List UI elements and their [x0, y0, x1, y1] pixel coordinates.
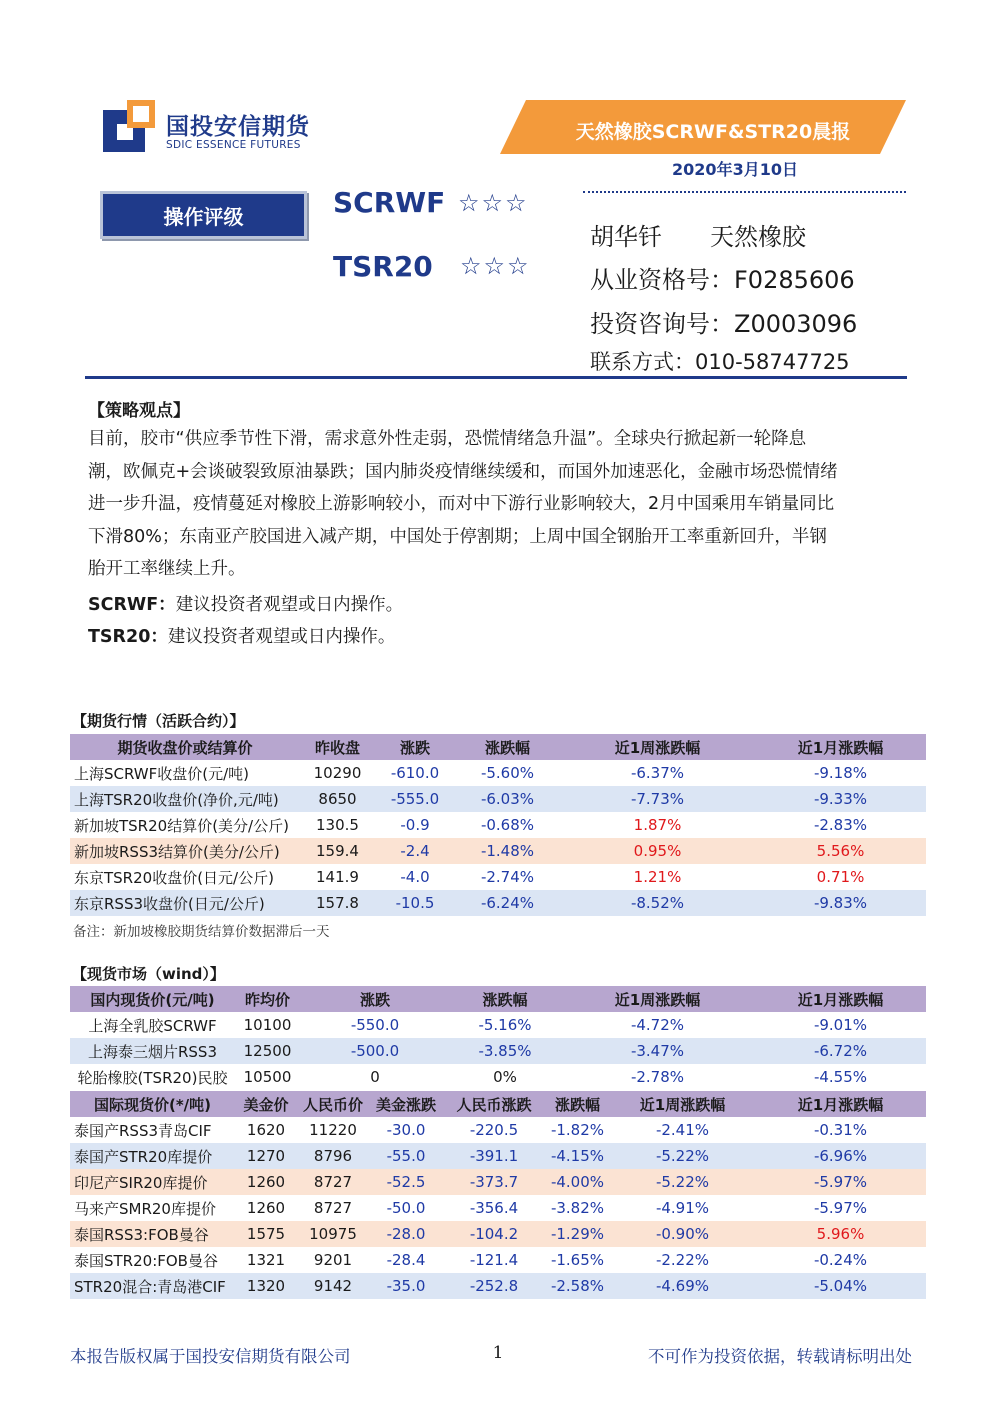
spot-col-w1: 近1周涨跌幅 — [560, 986, 755, 1012]
row-usd: 1260 — [235, 1169, 297, 1195]
row-pct: -1.29% — [545, 1221, 610, 1247]
row-pct: -1.65% — [550, 1251, 605, 1269]
row-name: 印尼产SIR20库提价 — [70, 1169, 235, 1195]
row-m1: 5.56% — [755, 838, 926, 864]
table-row — [70, 838, 926, 864]
row-name: 马来产SMR20库提价 — [74, 1199, 216, 1218]
row-w1: -3.47% — [560, 1038, 755, 1064]
row-usd: 1620 — [246, 1121, 286, 1139]
row-usd-chg: -52.5 — [369, 1169, 443, 1195]
row-w1: -5.22% — [610, 1169, 755, 1195]
advice-label: SCRWF： — [88, 595, 176, 615]
row-rmb-chg: -104.2 — [443, 1221, 545, 1247]
row-name: 轮胎橡胶(TSR20)民胶 — [77, 1068, 228, 1087]
futures-table-title: 【期货行情（活跃合约）】 — [72, 712, 245, 730]
row-w1: -2.41% — [655, 1121, 710, 1139]
brand-name-en: SDIC ESSENCE FUTURES — [166, 139, 301, 151]
row-rmb-chg: -373.7 — [443, 1169, 545, 1195]
row-prev: 10290 — [313, 764, 362, 782]
rating-stars-scrwf: ☆☆☆ — [458, 189, 529, 217]
futures-header-row — [70, 734, 926, 760]
row-rmb-chg: -252.8 — [443, 1273, 545, 1299]
row-m1: -5.97% — [813, 1199, 868, 1217]
intl-col-name: 国际现货价(*/吨) — [70, 1091, 235, 1117]
advice-scrwf — [88, 591, 403, 616]
row-w1: -4.72% — [630, 1016, 685, 1034]
spot-domestic-table — [70, 986, 926, 1090]
footer-disclaimer: 不可作为投资依据，转载请标明出处 — [648, 1347, 912, 1366]
row-m1: -6.96% — [755, 1143, 926, 1169]
report-title: 天然橡胶SCRWF&STR20晨报 — [575, 121, 851, 143]
row-usd-chg: -30.0 — [386, 1121, 426, 1139]
row-usd: 1320 — [235, 1273, 297, 1299]
row-pct: -2.74% — [480, 868, 535, 886]
analyst-license: 从业资格号：F0285606 — [590, 266, 855, 294]
table-row — [70, 1169, 926, 1195]
row-usd-chg: -28.0 — [369, 1221, 443, 1247]
row-rmb: 8727 — [297, 1169, 369, 1195]
row-rmb-chg: -220.5 — [469, 1121, 519, 1139]
row-m1: 5.96% — [755, 1221, 926, 1247]
row-pct: -6.03% — [455, 786, 560, 812]
spot-col-chg: 涨跌 — [300, 986, 450, 1012]
row-usd: 1321 — [246, 1251, 286, 1269]
row-w1: -7.73% — [560, 786, 755, 812]
futures-note: 备注：新加坡橡胶期货结算价数据滞后一天 — [73, 924, 330, 940]
row-prev: 159.4 — [300, 838, 375, 864]
futures-col-w1: 近1周涨跌幅 — [560, 734, 755, 760]
advice-tsr20 — [88, 623, 395, 648]
table-row — [70, 812, 926, 838]
table-row — [70, 1221, 926, 1247]
table-row — [70, 786, 926, 812]
futures-col-m1: 近1月涨跌幅 — [755, 734, 926, 760]
row-w1: -0.90% — [610, 1221, 755, 1247]
row-chg: -550.0 — [350, 1016, 400, 1034]
row-usd: 1270 — [235, 1143, 297, 1169]
row-rmb-chg: -121.4 — [469, 1251, 519, 1269]
analyst-consult: 投资咨询号：Z0003096 — [590, 310, 858, 338]
row-pct: -3.82% — [550, 1199, 605, 1217]
row-pct: -4.15% — [545, 1143, 610, 1169]
row-name: STR20混合:青岛港CIF — [70, 1273, 235, 1299]
row-m1: 0.71% — [816, 868, 865, 886]
advice-text: 建议投资者观望或日内操作。 — [167, 627, 396, 647]
spot-col-name: 国内现货价(元/吨) — [70, 986, 235, 1012]
row-w1: 1.87% — [633, 816, 682, 834]
table-row — [70, 1143, 926, 1169]
row-avg: 10100 — [243, 1016, 292, 1034]
row-chg: 0 — [370, 1068, 380, 1086]
row-m1: -9.18% — [813, 764, 868, 782]
table-row — [70, 760, 926, 786]
futures-col-chg: 涨跌 — [375, 734, 455, 760]
row-name: 新加坡RSS3结算价(美分/公斤) — [70, 838, 300, 864]
row-name: 上海SCRWF收盘价(元/吨) — [74, 764, 250, 783]
strategy-line: 潮，欧佩克+会谈破裂致原油暴跌；国内肺炎疫情继续缓和，而国外加速恶化，金融市场恐慌情绪 — [88, 461, 838, 482]
row-chg: -555.0 — [375, 786, 455, 812]
table-row — [70, 1195, 926, 1221]
row-pct: -6.24% — [455, 890, 560, 916]
row-name: 泰国产STR20库提价 — [70, 1143, 235, 1169]
row-name: 东京TSR20收盘价(日元/公斤) — [74, 868, 274, 887]
row-pct: -1.48% — [455, 838, 560, 864]
row-name: 新加坡TSR20结算价(美分/公斤) — [74, 816, 289, 835]
row-chg: -4.0 — [400, 868, 430, 886]
strategy-paragraph — [88, 423, 908, 586]
row-usd-chg: -28.4 — [386, 1251, 426, 1269]
advice-text: 建议投资者观望或日内操作。 — [175, 595, 404, 615]
row-m1: -5.04% — [755, 1273, 926, 1299]
row-rmb: 9142 — [297, 1273, 369, 1299]
row-prev: 141.9 — [316, 868, 359, 886]
row-usd-chg: -55.0 — [369, 1143, 443, 1169]
spot-col-pct: 涨跌幅 — [450, 986, 560, 1012]
row-prev: 157.8 — [300, 890, 375, 916]
row-rmb: 9201 — [313, 1251, 353, 1269]
strategy-line: 下滑80%；东南亚产胶国进入减产期，中国处于停割期；上周中国全钢胎开工率重新回升，半钢 — [88, 526, 827, 547]
futures-table — [70, 734, 926, 916]
row-avg: 12500 — [235, 1038, 300, 1064]
spot-col-avg: 昨均价 — [235, 986, 300, 1012]
row-pct: 0% — [493, 1068, 517, 1086]
row-rmb: 10975 — [297, 1221, 369, 1247]
row-avg: 10500 — [243, 1068, 292, 1086]
strategy-line: 进一步升温，疫情蔓延对橡胶上游影响较小，而对中下游行业影响较大，2月中国乘用车销量同比 — [88, 494, 835, 515]
row-w1: -2.78% — [630, 1068, 685, 1086]
table-row — [70, 1247, 926, 1273]
dotted-divider — [583, 191, 906, 193]
rating-product-tsr20: TSR20 — [333, 250, 433, 283]
row-w1: 0.95% — [560, 838, 755, 864]
row-chg: -2.4 — [375, 838, 455, 864]
row-prev: 8650 — [300, 786, 375, 812]
row-name: 上海泰三烟片RSS3 — [70, 1038, 235, 1064]
table-row — [70, 1273, 926, 1299]
row-pct: -2.58% — [545, 1273, 610, 1299]
futures-col-pct: 涨跌幅 — [455, 734, 560, 760]
spot-intl-header-row — [70, 1091, 926, 1117]
row-usd-chg: -50.0 — [386, 1199, 426, 1217]
strategy-heading: 【策略观点】 — [88, 401, 190, 421]
row-m1: -6.72% — [755, 1038, 926, 1064]
intl-col-w1: 近1周涨跌幅 — [610, 1091, 755, 1117]
row-rmb-chg: -356.4 — [469, 1199, 519, 1217]
row-chg: -10.5 — [375, 890, 455, 916]
row-pct: -3.85% — [450, 1038, 560, 1064]
table-row — [70, 1012, 926, 1038]
intl-col-rmb-chg: 人民币涨跌 — [443, 1091, 545, 1117]
futures-col-prev: 昨收盘 — [300, 734, 375, 760]
row-prev: 130.5 — [316, 816, 359, 834]
row-m1: -9.01% — [813, 1016, 868, 1034]
table-row — [70, 1117, 926, 1143]
row-w1: -2.22% — [655, 1251, 710, 1269]
row-name: 泰国STR20:FOB曼谷 — [74, 1251, 218, 1270]
strategy-line: 胎开工率继续上升。 — [88, 559, 246, 580]
spot-col-m1: 近1月涨跌幅 — [755, 986, 926, 1012]
row-m1: -9.33% — [755, 786, 926, 812]
row-m1: -4.55% — [813, 1068, 868, 1086]
table-row — [70, 1038, 926, 1064]
strategy-line: 目前，胶市“供应季节性下滑，需求意外性走弱，恐慌情绪急升温”。全球央行掀起新一轮降息 — [88, 429, 807, 449]
row-name: 上海全乳胶SCRWF — [88, 1016, 217, 1035]
footer-copyright: 本报告版权属于国投安信期货有限公司 — [70, 1347, 351, 1366]
rating-label: 操作评级 — [100, 191, 307, 239]
analyst-name: 胡华钎 天然橡胶 — [590, 223, 806, 251]
row-rmb: 8727 — [313, 1199, 353, 1217]
row-chg: -500.0 — [300, 1038, 450, 1064]
advice-label: TSR20： — [88, 627, 168, 647]
row-rmb: 8796 — [297, 1143, 369, 1169]
row-m1: -9.83% — [755, 890, 926, 916]
futures-col-name: 期货收盘价或结算价 — [70, 734, 300, 760]
row-w1: -8.52% — [560, 890, 755, 916]
sdic-logo-icon — [103, 100, 155, 152]
row-m1: -5.97% — [755, 1169, 926, 1195]
report-date: 2020年3月10日 — [672, 160, 798, 179]
row-usd: 1575 — [235, 1221, 297, 1247]
row-chg: -610.0 — [390, 764, 440, 782]
table-row — [70, 1064, 926, 1090]
row-usd-chg: -35.0 — [369, 1273, 443, 1299]
header-rule — [85, 376, 907, 379]
intl-col-usd-chg: 美金涨跌 — [369, 1091, 443, 1117]
row-pct: -1.82% — [550, 1121, 605, 1139]
row-w1: -4.69% — [610, 1273, 755, 1299]
page-number: 1 — [492, 1343, 504, 1363]
intl-col-rmb: 人民币价 — [297, 1091, 369, 1117]
intl-col-m1: 近1月涨跌幅 — [755, 1091, 926, 1117]
row-name: 上海TSR20收盘价(净价,元/吨) — [70, 786, 300, 812]
analyst-contact: 联系方式：010-58747725 — [590, 350, 850, 374]
row-rmb-chg: -391.1 — [443, 1143, 545, 1169]
intl-col-usd: 美金价 — [235, 1091, 297, 1117]
row-chg: -0.9 — [400, 816, 430, 834]
row-m1: -0.24% — [813, 1251, 868, 1269]
spot-table-title: 【现货市场（wind）】 — [72, 965, 225, 983]
row-rmb: 11220 — [309, 1121, 357, 1139]
spot-domestic-header-row — [70, 986, 926, 1012]
rating-stars-tsr20: ☆☆☆ — [460, 252, 531, 280]
row-w1: -5.22% — [610, 1143, 755, 1169]
row-m1: -0.31% — [813, 1121, 868, 1139]
rating-product-scrwf: SCRWF — [333, 186, 446, 219]
row-pct: -5.16% — [478, 1016, 532, 1034]
row-pct: -5.60% — [480, 764, 535, 782]
spot-international-table — [70, 1091, 926, 1299]
intl-col-pct: 涨跌幅 — [545, 1091, 610, 1117]
table-row — [70, 864, 926, 890]
row-usd: 1260 — [246, 1199, 286, 1217]
row-w1: 1.21% — [633, 868, 682, 886]
table-row — [70, 890, 926, 916]
row-name: 东京RSS3收盘价(日元/公斤) — [70, 890, 300, 916]
row-pct: -0.68% — [480, 816, 535, 834]
row-pct: -4.00% — [545, 1169, 610, 1195]
brand-name-cn: 国投安信期货 — [166, 114, 310, 140]
row-w1: -4.91% — [655, 1199, 710, 1217]
row-name: 泰国产RSS3青岛CIF — [74, 1121, 212, 1140]
row-m1: -2.83% — [813, 816, 868, 834]
row-w1: -6.37% — [630, 764, 685, 782]
row-name: 泰国RSS3:FOB曼谷 — [70, 1221, 235, 1247]
